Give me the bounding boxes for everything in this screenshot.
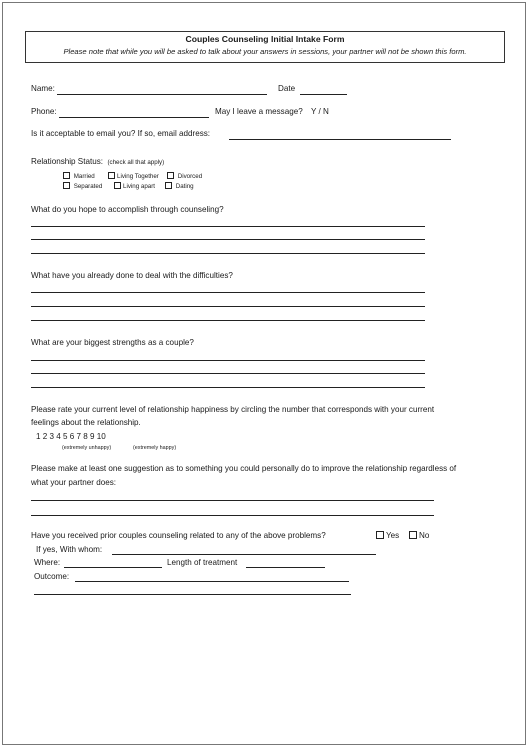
accomplish-answer-line[interactable] <box>31 253 425 254</box>
suggestion-question-line-1: Please make at least one suggestion as to something you could personally do to improve the relationship regardless of <box>31 464 457 473</box>
message-yes-no[interactable]: Y / N <box>311 107 329 116</box>
status-option-living-together[interactable]: Living Together <box>108 172 159 180</box>
rating-scale-high-label: (extremely happy) <box>133 445 177 451</box>
relationship-status-heading <box>31 151 164 169</box>
difficulties-answer-line[interactable] <box>31 320 425 321</box>
checkbox-icon[interactable] <box>63 182 70 189</box>
prior-yes-option[interactable]: Yes <box>376 531 399 540</box>
email-question: Is it acceptable to email you? If so, email address: <box>31 129 211 138</box>
date-input-line[interactable] <box>300 94 347 95</box>
rating-question-line-2: feelings about the relationship. <box>31 418 141 427</box>
where-label: Where: <box>34 558 61 567</box>
accomplish-answer-line[interactable] <box>31 226 425 227</box>
where-input-line[interactable] <box>64 567 162 568</box>
checkbox-icon[interactable] <box>409 531 417 539</box>
rating-question-line-1: Please rate your current level of relationship happiness by circling the number that corresponds with your current <box>31 405 435 414</box>
name-input-line[interactable] <box>57 94 267 95</box>
status-option-living-apart[interactable]: Living apart <box>114 182 155 190</box>
outcome-input-line[interactable] <box>75 581 349 582</box>
form-title: Couples Counseling Initial Intake Form <box>185 34 345 44</box>
accomplish-question: What do you hope to accomplish through counseling? <box>31 205 224 214</box>
suggestion-answer-line[interactable] <box>31 515 434 516</box>
accomplish-answer-line[interactable] <box>31 239 425 240</box>
with-whom-input-line[interactable] <box>112 554 376 555</box>
strengths-question: What are your biggest strengths as a couple? <box>31 338 194 347</box>
checkbox-icon[interactable] <box>376 531 384 539</box>
difficulties-question: What have you already done to deal with the difficulties? <box>31 271 233 280</box>
message-question: May I leave a message? <box>215 107 303 116</box>
strengths-answer-line[interactable] <box>31 387 425 388</box>
strengths-answer-line[interactable] <box>31 373 425 374</box>
checkbox-icon[interactable] <box>167 172 174 179</box>
outcome-label: Outcome: <box>34 572 70 581</box>
outcome-answer-line[interactable] <box>34 594 351 595</box>
checkbox-icon[interactable] <box>114 182 121 189</box>
prior-no-option[interactable]: No <box>409 531 429 540</box>
difficulties-answer-line[interactable] <box>31 306 425 307</box>
strengths-answer-line[interactable] <box>31 360 425 361</box>
checkbox-icon[interactable] <box>165 182 172 189</box>
phone-input-line[interactable] <box>59 117 209 118</box>
checkbox-icon[interactable] <box>63 172 70 179</box>
status-option-married[interactable]: Married <box>63 172 95 180</box>
prior-counseling-question: Have you received prior couples counseling related to any of the above problems? <box>31 531 326 540</box>
difficulties-answer-line[interactable] <box>31 292 425 293</box>
relationship-status-hint: (check all that apply) <box>107 159 165 166</box>
relationship-status-label: Relationship Status: <box>31 157 103 166</box>
length-of-treatment-label: Length of treatment <box>167 558 238 567</box>
phone-label: Phone: <box>31 107 57 116</box>
date-label: Date <box>278 84 296 93</box>
checkbox-icon[interactable] <box>108 172 115 179</box>
length-of-treatment-input-line[interactable] <box>246 567 325 568</box>
name-label: Name: <box>31 84 55 93</box>
status-option-separated[interactable]: Separated <box>63 182 102 190</box>
suggestion-question-line-2: what your partner does: <box>31 478 117 487</box>
suggestion-answer-line[interactable] <box>31 500 434 501</box>
rating-scale-low-label: (extremely unhappy) <box>62 445 112 451</box>
status-option-dating[interactable]: Dating <box>165 182 194 190</box>
with-whom-label: If yes, With whom: <box>36 545 103 554</box>
email-input-line[interactable] <box>229 139 451 140</box>
rating-scale[interactable]: 1 2 3 4 5 6 7 8 9 10 <box>36 432 106 441</box>
privacy-note: Please note that while you will be asked to talk about your answers in sessions, your partner will not be shown this form. <box>63 47 467 56</box>
status-option-divorced[interactable]: Divorced <box>167 172 202 180</box>
